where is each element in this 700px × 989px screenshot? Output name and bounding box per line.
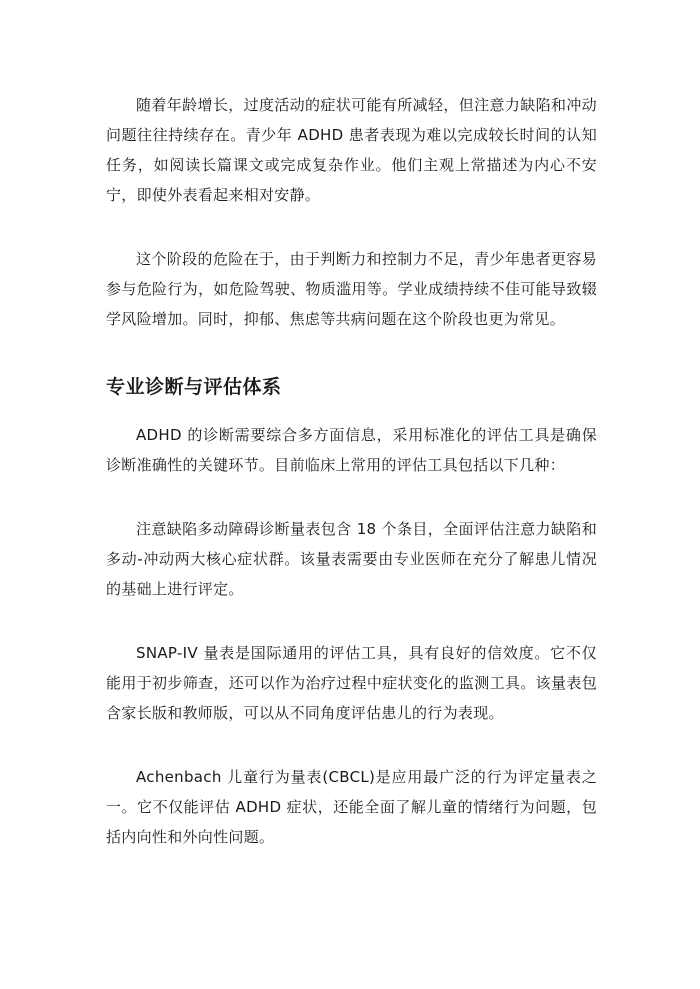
paragraph-adhd-scale: 注意缺陷多动障碍诊断量表包含 18 个条目，全面评估注意力缺陷和多动-冲动两大核心症状群。该量表需要由专业医师在充分了解患儿情况的基础上进行评定。 xyxy=(106,520,597,598)
paragraph-adolescent-symptoms: 随着年龄增长，过度活动的症状可能有所减轻，但注意力缺陷和冲动问题往往持续存在。青少年 ADHD 患者表现为难以完成较长时间的认知任务，如阅读长篇课文或完成复杂作业。他们主观上常描述为内心不安宁，即使外表看起来相对安静。 xyxy=(106,96,597,204)
paragraph-adolescent-risks: 这个阶段的危险在于，由于判断力和控制力不足，青少年患者更容易参与危险行为，如危险驾驶、物质滥用等。学业成绩持续不佳可能导致辍学风险增加。同时，抑郁、焦虑等共病问题在这个阶段也更为常见。 xyxy=(106,250,597,328)
paragraph-spacer xyxy=(106,728,597,762)
section-heading: 专业诊断与评估体系 xyxy=(106,376,282,398)
paragraph-snap-iv: SNAP-IV 量表是国际通用的评估工具，具有良好的信效度。它不仅能用于初步筛查，还可以作为治疗过程中症状变化的监测工具。该量表包含家长版和教师版，可以从不同角度评估患儿的行为表现。 xyxy=(106,644,597,722)
paragraph-cbcl: Achenbach 儿童行为量表(CBCL)是应用最广泛的行为评定量表之一。它不仅能评估 ADHD 症状，还能全面了解儿童的情绪行为问题，包括内向性和外向性问题。 xyxy=(106,768,597,846)
paragraph-spacer xyxy=(106,480,597,514)
paragraph-spacer xyxy=(106,334,597,368)
paragraph-diagnosis-intro: ADHD 的诊断需要综合多方面信息，采用标准化的评估工具是确保诊断准确性的关键环节。目前临床上常用的评估工具包括以下几种： xyxy=(106,426,597,474)
paragraph-spacer xyxy=(106,604,597,638)
paragraph-spacer xyxy=(106,210,597,244)
